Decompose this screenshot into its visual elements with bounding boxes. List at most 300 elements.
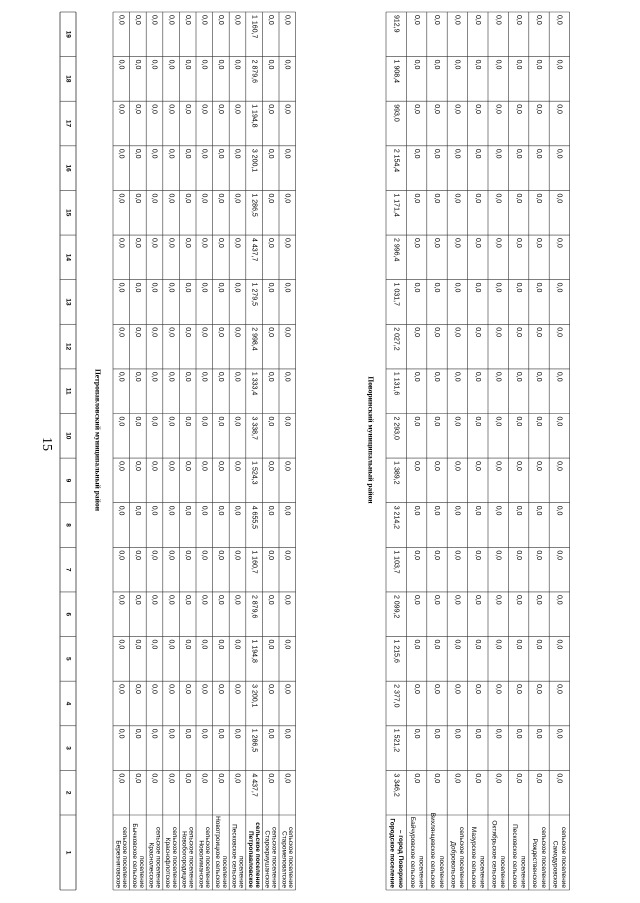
column-number: 3 (64, 746, 72, 750)
cell-value: 0,0 (200, 148, 208, 159)
cell-value: 0,0 (167, 104, 175, 114)
cell-value: 0,0 (266, 639, 274, 650)
column-number: 16 (64, 164, 72, 172)
cell-value: 0,0 (412, 238, 420, 248)
cell-value: 0,0 (150, 193, 158, 204)
cell-value: 0,0 (412, 594, 420, 605)
cell-value: 0,0 (266, 461, 274, 471)
cell-value: 0,0 (217, 238, 225, 248)
cell-value: 0,0 (134, 594, 142, 605)
cell-value: 0,0 (433, 594, 441, 605)
cell-value: 0,0 (514, 461, 522, 471)
cell-value: 0,0 (453, 238, 461, 248)
cell-value: 1 031,7 (392, 282, 400, 307)
column-number: 18 (64, 75, 72, 83)
cell-value: 2 879,6 (250, 594, 258, 619)
cell-value: 0,0 (494, 238, 502, 248)
cell-value: 0,0 (134, 728, 142, 739)
cell-value: 1 160,7 (250, 15, 258, 39)
cell-value: 0,0 (494, 282, 502, 293)
cell-value: 0,0 (183, 282, 191, 293)
cell-value: 0,0 (514, 193, 522, 204)
cell-value: 0,0 (200, 371, 208, 382)
cell-value: 0,0 (555, 327, 563, 338)
cell-value: 0,0 (555, 505, 563, 516)
cell-value: 0,0 (283, 594, 291, 605)
cell-value: 0,0 (150, 15, 158, 25)
cell-value: 0,0 (535, 594, 543, 605)
cell-value: 0,0 (494, 594, 502, 605)
cell-value: 0,0 (283, 639, 291, 650)
cell-value: 0,0 (150, 594, 158, 605)
cell-value: 4 655,5 (250, 505, 258, 530)
cell-value: 0,0 (134, 371, 142, 382)
cell-value: 0,0 (494, 773, 502, 784)
cell-value: 0,0 (217, 773, 225, 784)
row-label: сельское поселение (287, 826, 295, 888)
cell-value: 0,0 (183, 15, 191, 25)
cell-value: 0,0 (453, 773, 461, 784)
cell-value: 0,0 (473, 684, 481, 694)
cell-value: 0,0 (266, 148, 274, 159)
row-label: поселение (478, 855, 486, 888)
cell-value: 0,0 (433, 461, 441, 471)
cell-value: 0,0 (514, 773, 522, 784)
row-label: Старомеловатское (280, 831, 288, 888)
column-header-row (64, 31, 71, 855)
cell-value: 0,0 (555, 59, 563, 70)
cell-value: 0,0 (200, 238, 208, 248)
cell-value: 1 160,7 (250, 550, 258, 574)
cell-value: 0,0 (453, 684, 461, 694)
cell-value: 0,0 (150, 282, 158, 293)
cell-value: 0,0 (183, 639, 191, 650)
table-grid (60, 12, 570, 890)
cell-value: 0,0 (167, 461, 175, 471)
cell-value: 0,0 (167, 505, 175, 516)
cell-value: 0,0 (514, 594, 522, 605)
cell-value: 2 996,4 (392, 238, 400, 262)
cell-value: 0,0 (233, 728, 241, 739)
row-label: Байчуровское сельское (408, 816, 416, 888)
cell-value: 1 286,5 (250, 193, 258, 217)
cell-value: 0,0 (117, 327, 125, 338)
cell-value: 2 099,2 (392, 594, 400, 619)
page-number: 15 (38, 437, 54, 451)
cell-value: 0,0 (514, 59, 522, 70)
cell-value: 0,0 (200, 282, 208, 293)
cell-value: 0,0 (167, 684, 175, 694)
column-number: 5 (64, 657, 72, 661)
column-number: 4 (64, 701, 72, 706)
cell-value: 0,0 (150, 104, 158, 114)
cell-value: 0,0 (217, 684, 225, 694)
cell-value: 0,0 (233, 104, 241, 114)
cell-value: 0,0 (117, 550, 125, 561)
cell-value: 0,0 (494, 416, 502, 427)
cell-value: 0,0 (183, 371, 191, 382)
cell-value: 0,0 (117, 193, 125, 204)
column-number: 1 (64, 850, 72, 855)
cell-value: 0,0 (233, 148, 241, 159)
cell-value: 0,0 (200, 684, 208, 694)
cell-value: 0,0 (167, 15, 175, 25)
cell-value: 0,0 (453, 728, 461, 739)
cell-value: 0,0 (150, 148, 158, 159)
row-label: Краснолесское (147, 842, 155, 888)
cell-value: 0,0 (167, 639, 175, 650)
cell-value: 0,0 (150, 550, 158, 561)
cell-value: 0,0 (134, 104, 142, 114)
column-number: 10 (64, 432, 72, 440)
cell-value: 0,0 (514, 550, 522, 561)
cell-value: 0,0 (412, 461, 420, 471)
cell-value: 0,0 (167, 416, 175, 427)
cell-value: 0,0 (514, 327, 522, 338)
cell-value: 0,0 (283, 371, 291, 382)
cell-value: 0,0 (494, 505, 502, 516)
cell-value: 0,0 (134, 461, 142, 471)
cell-value: 0,0 (433, 238, 441, 248)
row-label: сельское поселение (458, 826, 466, 888)
cell-value: 0,0 (412, 59, 420, 70)
cell-value: 0,0 (514, 238, 522, 248)
cell-value: 0,0 (233, 238, 241, 248)
cell-value: 0,0 (266, 728, 274, 739)
cell-value: 0,0 (167, 282, 175, 293)
cell-value: 0,0 (433, 684, 441, 694)
cell-value: 0,0 (453, 148, 461, 159)
cell-value: 1 389,2 (392, 461, 400, 485)
cell-value: 1 215,6 (392, 639, 400, 663)
row-label: поселение (237, 855, 245, 888)
cell-value: 0,0 (453, 594, 461, 605)
cell-value: 0,0 (217, 59, 225, 70)
cell-value: 0,0 (412, 327, 420, 338)
cell-value: 0,0 (217, 505, 225, 516)
section-title-povorino: Поворинский муниципальный район (366, 376, 376, 504)
cell-value: 0,0 (433, 15, 441, 25)
row-label: Октябрьское сельское (490, 820, 498, 888)
cell-value: 0,0 (412, 371, 420, 382)
row-label: сельское поселение (539, 826, 547, 888)
cell-value: 0,0 (117, 371, 125, 382)
cell-value: 0,0 (183, 193, 191, 204)
cell-value: 0,0 (283, 505, 291, 516)
cell-value: 0,0 (117, 59, 125, 70)
cell-value: 0,0 (150, 238, 158, 248)
cell-value: 0,0 (453, 550, 461, 561)
cell-value: 2 377,0 (392, 684, 400, 708)
cell-value: 0,0 (200, 639, 208, 650)
cell-value: 0,0 (217, 282, 225, 293)
column-number: 15 (64, 209, 72, 217)
cell-value: 0,0 (555, 193, 563, 204)
row-label: Краснофлотское (164, 837, 172, 888)
cell-value: 0,0 (535, 15, 543, 25)
cell-value: 0,0 (117, 104, 125, 114)
cell-value: 0,0 (283, 327, 291, 338)
cell-value: 0,0 (412, 684, 420, 694)
cell-value: 0,0 (535, 59, 543, 70)
cell-value: 0,0 (412, 15, 420, 25)
row-label: Новотроицкое сельское (213, 816, 221, 888)
row-label: сельское поселение (154, 826, 162, 888)
cell-value: 0,0 (535, 684, 543, 694)
cell-value: 0,0 (283, 59, 291, 70)
row-label: – город Поворино (396, 829, 404, 888)
section-title-petropavlovsk: Петропавловский муниципальный район (93, 368, 103, 512)
cell-value: 0,0 (514, 104, 522, 114)
cell-value: 0,0 (514, 639, 522, 650)
cell-value: 0,0 (473, 238, 481, 248)
cell-value: 0,0 (283, 728, 291, 739)
cell-value: 0,0 (117, 461, 125, 471)
row-label: поселение (137, 855, 145, 888)
cell-value: 0,0 (217, 193, 225, 204)
row-label: Бычковское сельское (130, 823, 138, 888)
cell-value: 0,0 (134, 773, 142, 784)
cell-value: 0,0 (283, 282, 291, 293)
cell-value: 0,0 (283, 238, 291, 248)
cell-value: 1 521,2 (392, 728, 400, 753)
cell-value: 0,0 (453, 59, 461, 70)
cell-value: 0,0 (473, 327, 481, 338)
cell-value: 0,0 (494, 193, 502, 204)
cell-value: 0,0 (200, 193, 208, 204)
cell-value: 0,0 (134, 327, 142, 338)
cell-value: 0,0 (494, 148, 502, 159)
column-number: 7 (64, 567, 72, 572)
cell-value: 2 154,4 (392, 148, 400, 173)
cell-value: 0,0 (514, 15, 522, 25)
row-label: Рождественское (531, 838, 539, 888)
cell-value: 0,0 (535, 550, 543, 561)
cell-value: 0,0 (183, 148, 191, 159)
cell-value: 0,0 (117, 282, 125, 293)
row-label: Городское поселение (388, 818, 396, 888)
cell-value: 0,0 (453, 505, 461, 516)
cell-value: 0,0 (150, 59, 158, 70)
cell-value: 1 131,6 (392, 371, 400, 396)
cell-value: 0,0 (412, 550, 420, 561)
cell-value: 0,0 (283, 684, 291, 694)
cell-value: 0,0 (217, 594, 225, 605)
cell-value: 0,0 (514, 371, 522, 382)
cell-value: 0,0 (494, 684, 502, 694)
cell-value: 0,0 (266, 594, 274, 605)
cell-value: 1 194,8 (250, 639, 258, 663)
cell-value: 0,0 (266, 238, 274, 248)
cell-value: 0,0 (117, 15, 125, 25)
cell-value: 3 200,1 (250, 148, 258, 173)
column-number: 19 (64, 30, 72, 38)
cell-value: 0,0 (233, 327, 241, 338)
cell-value: 2 027,2 (392, 327, 400, 351)
cell-value: 0,0 (433, 59, 441, 70)
cell-value: 0,0 (453, 416, 461, 427)
cell-value: 0,0 (433, 416, 441, 427)
column-number: 13 (64, 298, 72, 306)
cell-value: 0,0 (453, 327, 461, 338)
cell-value: 0,0 (266, 104, 274, 114)
row-label: поселение (498, 855, 506, 888)
cell-value: 0,0 (555, 773, 563, 784)
cell-value: 0,0 (167, 148, 175, 159)
cell-value: 0,0 (233, 193, 241, 204)
cell-value: 2 293,0 (392, 416, 400, 440)
cell-value: 0,0 (535, 639, 543, 650)
cell-value: 0,0 (200, 104, 208, 114)
cell-value: 0,0 (134, 59, 142, 70)
cell-value: 0,0 (150, 505, 158, 516)
cell-value: 0,0 (183, 773, 191, 784)
cell-value: 2 879,6 (250, 59, 258, 83)
cell-value: 0,0 (555, 282, 563, 293)
cell-value: 0,0 (150, 728, 158, 739)
cell-value: 0,0 (473, 728, 481, 739)
cell-value: 0,0 (167, 773, 175, 784)
cell-value: 0,0 (514, 416, 522, 427)
column-number: 11 (64, 387, 72, 395)
cell-value: 0,0 (494, 104, 502, 114)
cell-value: 4 437,7 (250, 773, 258, 797)
row-label: Песковское сельское (510, 824, 518, 888)
cell-value: 0,0 (412, 148, 420, 159)
cell-value: 0,0 (167, 371, 175, 382)
cell-value: 0,0 (183, 728, 191, 739)
row-label: поселение (519, 855, 527, 888)
cell-value: 0,0 (217, 639, 225, 650)
cell-value: 0,0 (473, 15, 481, 25)
cell-value: 3 200,1 (250, 684, 258, 708)
row-label: Новолиманское (197, 840, 205, 888)
column-number: 17 (64, 119, 72, 128)
cell-value: 0,0 (412, 193, 420, 204)
cell-value: 0,0 (473, 773, 481, 784)
cell-value: 0,0 (453, 461, 461, 471)
cell-value: 0,0 (433, 193, 441, 204)
row-label: сельское поселение (204, 826, 212, 888)
cell-value: 0,0 (167, 59, 175, 70)
cell-value: 0,0 (117, 594, 125, 605)
cell-value: 0,0 (117, 238, 125, 248)
cell-value: 0,0 (233, 416, 241, 427)
cell-value: 3 338,7 (250, 416, 258, 440)
column-number: 12 (64, 342, 72, 351)
cell-value: 0,0 (555, 148, 563, 159)
cell-value: 2 998,4 (250, 327, 258, 351)
cell-value: 0,0 (233, 594, 241, 605)
column-number: 9 (64, 478, 72, 483)
cell-value: 0,0 (555, 684, 563, 694)
row-label: сельское поселение (121, 826, 129, 888)
row-label: Песковское сельское (230, 824, 238, 888)
cell-value: 0,0 (134, 238, 142, 248)
cell-value: 0,0 (283, 15, 291, 25)
cell-value: 0,0 (494, 327, 502, 338)
cell-value: 0,0 (183, 550, 191, 561)
cell-value: 0,0 (412, 282, 420, 293)
cell-value: 0,0 (150, 327, 158, 338)
cell-value: 0,0 (117, 505, 125, 516)
cell-value: 0,0 (200, 15, 208, 25)
cell-value: 0,0 (266, 15, 274, 25)
cell-value: 0,0 (266, 282, 274, 293)
cell-value: 1 171,4 (392, 193, 400, 217)
cell-value: 0,0 (433, 505, 441, 516)
cell-value: 0,0 (117, 728, 125, 739)
cell-value: 0,0 (183, 505, 191, 516)
cell-value: 0,0 (473, 193, 481, 204)
cell-value: 0,0 (134, 148, 142, 159)
cell-value: 0,0 (433, 148, 441, 159)
cell-value: 0,0 (134, 505, 142, 516)
cell-value: 0,0 (167, 550, 175, 561)
cell-value: 0,0 (514, 505, 522, 516)
cell-value: 0,0 (473, 550, 481, 561)
cell-value: 0,0 (412, 505, 420, 516)
cell-value: 0,0 (494, 550, 502, 561)
cell-value: 0,0 (555, 104, 563, 114)
cell-value: 0,0 (117, 416, 125, 427)
cell-value: 0,0 (183, 461, 191, 471)
cell-value: 0,0 (433, 104, 441, 114)
cell-value: 0,0 (183, 594, 191, 605)
cell-value: 0,0 (535, 371, 543, 382)
cell-value: 0,0 (473, 594, 481, 605)
cell-value: 0,0 (117, 684, 125, 694)
cell-value: 0,0 (183, 416, 191, 427)
cell-value: 0,0 (217, 148, 225, 159)
cell-value: 0,0 (555, 15, 563, 25)
cell-value: 0,0 (535, 282, 543, 293)
row-label: Новобогородицкое (180, 831, 188, 888)
cell-value: 0,0 (233, 461, 241, 471)
cell-value: 0,0 (134, 193, 142, 204)
cell-value: 0,0 (217, 416, 225, 427)
cell-value: 0,0 (535, 148, 543, 159)
cell-value: 0,0 (117, 773, 125, 784)
cell-value: 0,0 (514, 282, 522, 293)
cell-value: 0,0 (200, 550, 208, 561)
cell-value: 0,0 (412, 104, 420, 114)
cell-value: 0,0 (266, 59, 274, 70)
cell-value: 3 346,2 (392, 773, 400, 797)
cell-value: 0,0 (535, 238, 543, 248)
cell-value: 0,0 (200, 594, 208, 605)
cell-value: 0,0 (266, 773, 274, 784)
cell-value: 993,0 (392, 104, 400, 122)
row-label: сельское поселение (254, 822, 262, 888)
cell-value: 0,0 (433, 773, 441, 784)
cell-value: 0,0 (217, 550, 225, 561)
cell-value: 0,0 (266, 371, 274, 382)
cell-value: 0,0 (150, 461, 158, 471)
cell-value: 0,0 (412, 773, 420, 784)
cell-value: 0,0 (283, 773, 291, 784)
cell-value: 0,0 (217, 15, 225, 25)
cell-value: 0,0 (453, 15, 461, 25)
row-label: поселение (417, 855, 425, 888)
cell-value: 0,0 (283, 461, 291, 471)
cell-value: 0,0 (266, 416, 274, 427)
cell-value: 0,0 (453, 104, 461, 114)
cell-value: 0,0 (134, 15, 142, 25)
cell-value: 0,0 (473, 148, 481, 159)
cell-value: 0,0 (217, 728, 225, 739)
cell-value: 0,0 (200, 59, 208, 70)
